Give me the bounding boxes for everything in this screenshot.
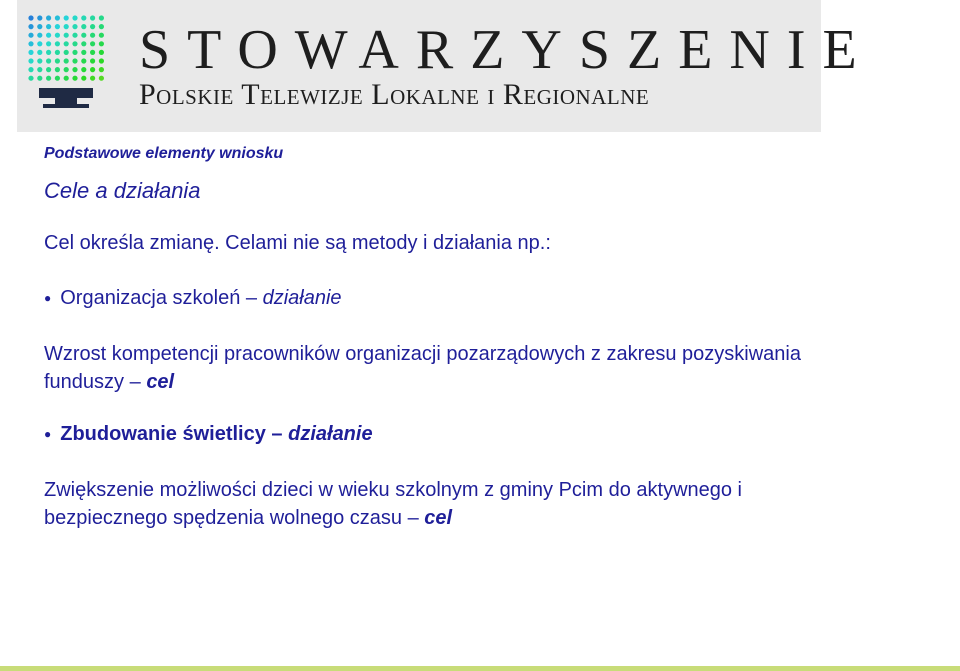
goal-paragraph-children — [44, 476, 844, 532]
bottom-accent-line — [0, 666, 960, 671]
dash: – — [245, 287, 258, 309]
paragraph-text: Wzrost kompetencji pracowników organizacji pozarządowych z zakresu pozyskiwania funduszy — [44, 343, 801, 393]
dash: – — [271, 423, 283, 445]
bullet-tag: działanie — [262, 287, 342, 309]
org-subtitle: Polskie Telewizje Lokalne i Regionalne — [139, 78, 650, 111]
bullet-text: Organizacja szkoleń — [60, 287, 241, 309]
bullet-item-training — [44, 287, 342, 310]
tv-screen-dots-logo-icon — [25, 12, 107, 116]
bullet-icon: ● — [44, 290, 52, 305]
slide-title: Cele a działania — [44, 178, 201, 203]
dash: – — [407, 507, 419, 529]
paragraph-tag: cel — [146, 371, 175, 393]
intro-text: Cel określa zmianę. Celami nie są metody i działania np.: — [44, 232, 551, 254]
header-banner — [17, 0, 874, 132]
bullet-text: Zbudowanie świetlicy — [60, 423, 266, 445]
goal-paragraph-competence — [44, 340, 844, 396]
paragraph-tag: cel — [424, 507, 453, 529]
bullet-icon: ● — [44, 426, 52, 441]
slide-subtitle: Podstawowe elementy wniosku — [44, 145, 284, 162]
org-name: STOWARZYSZENIE — [139, 19, 874, 81]
dash: – — [129, 371, 141, 393]
paragraph-text: Zwiększenie możliwości dzieci w wieku szkolnym z gminy Pcim do aktywnego i bezpiecznego spędzenia wolnego czasu — [44, 479, 742, 529]
bullet-item-community-room — [44, 423, 373, 446]
bullet-tag: działanie — [288, 423, 373, 445]
